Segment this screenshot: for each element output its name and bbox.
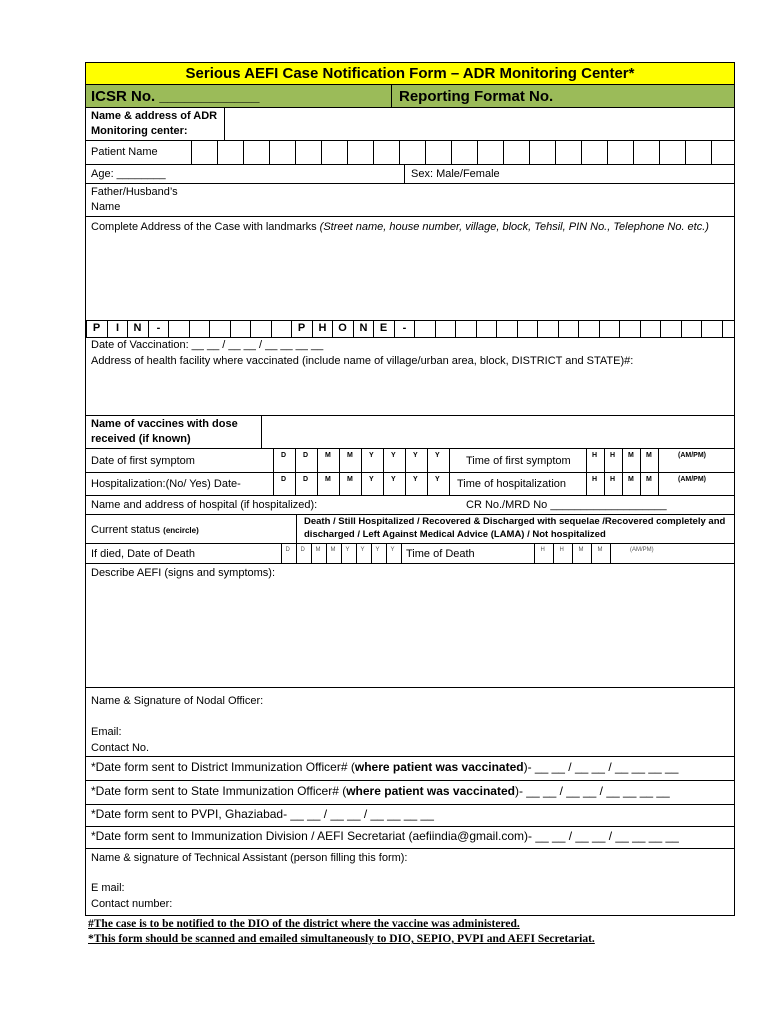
date-box: [405, 449, 406, 472]
format-code: M: [330, 547, 336, 553]
format-code: H: [592, 476, 598, 483]
phone-char: H: [318, 322, 327, 334]
date-box: [604, 449, 605, 472]
patient-name-box: [633, 141, 634, 164]
nodal-officer-label: Name & Signature of Nodal Officer:: [91, 695, 264, 707]
format-code: H: [610, 452, 616, 459]
date-box: [317, 473, 318, 495]
patient-name-box: [347, 141, 348, 164]
dio-sent: *Date form sent to District Immunization Officer# (where patient was vaccinated)- __ __ / __ __ / __ __ __ __: [91, 760, 679, 774]
date-box: [622, 449, 623, 472]
nodal-email-label: Email:: [91, 726, 122, 738]
format-code: D: [300, 547, 305, 553]
pvpi-sent-row: [86, 805, 734, 827]
patient-name-box: [321, 141, 322, 164]
date-box: [534, 544, 535, 563]
pin-phone-box: [230, 321, 231, 337]
pin-char: -: [156, 322, 161, 334]
father-row: [86, 184, 734, 217]
aefi-form: [85, 62, 735, 916]
patient-name-box: [295, 141, 296, 164]
format-code: M: [646, 476, 652, 483]
ampm-code: (AM/PM): [678, 476, 706, 483]
ampm-code: (AM/PM): [678, 452, 706, 459]
father-label: Father/Husband’s Name: [91, 186, 178, 213]
address-row: [86, 217, 734, 321]
date-box: [622, 473, 623, 495]
pin-phone-box: [640, 321, 641, 337]
pin-phone-row: [86, 321, 734, 338]
date-box: [386, 544, 387, 563]
format-code: Y: [390, 547, 395, 553]
format-code: H: [610, 476, 616, 483]
patient-name-box: [217, 141, 218, 164]
ta-contact-label: Contact number:: [91, 898, 173, 910]
adr-center-label: Name & address of ADR Monitoring center:: [91, 110, 218, 137]
format-code: M: [578, 547, 584, 553]
division-sent: *Date form sent to Immunization Division / AEFI Secretariat (aefiindia@gmail.com)- __ __ / __ __ / __ __ __ __: [91, 829, 679, 843]
date-box: [591, 544, 592, 563]
format-code: Y: [435, 476, 440, 483]
pin-phone-box: [517, 321, 518, 337]
nodal-contact-label: Contact No.: [91, 742, 150, 754]
dio-sent-row: [86, 757, 734, 781]
date-box: [427, 473, 428, 495]
phone-char: E: [379, 322, 388, 334]
patient-name-box: [529, 141, 530, 164]
ta-email-label: E mail:: [91, 882, 125, 894]
date-box: [604, 473, 605, 495]
note-dio: #The case is to be notified to the DIO of the district where the vaccine was administered.: [88, 918, 520, 930]
date-box: [610, 544, 611, 563]
form-title: Serious AEFI Case Notification Form – ADR Monitoring Center*: [185, 65, 635, 82]
pin-phone-box: [271, 321, 272, 337]
describe-aefi: Describe AEFI (signs and symptoms):: [91, 567, 276, 579]
note-scan: *This form should be scanned and emailed simultaneously to DIO, SEPIO, PVPI and AEFI Secretariat.: [88, 933, 595, 945]
date-box: [586, 473, 587, 495]
format-code: Y: [391, 476, 396, 483]
patient-name-box: [659, 141, 660, 164]
date-box: [317, 449, 318, 472]
address-label: Complete Address of the Case with landmarks (Street name, house number, village, block, Tehsil, PIN No., Telephone No. etc.): [91, 221, 709, 233]
patient-name-box: [243, 141, 244, 164]
phone-char: -: [402, 322, 407, 334]
date-box: [295, 473, 296, 495]
pin-phone-box: [619, 321, 620, 337]
format-code: M: [347, 452, 353, 459]
patient-name-box: [269, 141, 270, 164]
format-code: Y: [391, 452, 396, 459]
date-box: [586, 449, 587, 472]
ampm-code: (AM/PM): [630, 547, 654, 553]
hospitalization-row: [86, 473, 734, 496]
patient-name-box: [711, 141, 712, 164]
date-box: [572, 544, 573, 563]
patient-name-box: [581, 141, 582, 164]
date-box: [361, 449, 362, 472]
patient-name-box: [373, 141, 374, 164]
pin-phone-box: [660, 321, 661, 337]
patient-name-box: [191, 141, 192, 164]
time-of-death: Time of Death: [406, 548, 475, 560]
date-box: [553, 544, 554, 563]
format-code: D: [303, 476, 309, 483]
patient-name-box: [607, 141, 608, 164]
date-box: [361, 473, 362, 495]
nodal-officer-row: [86, 688, 734, 757]
pin-phone-box: [476, 321, 477, 337]
technical-assistant-label: Name & signature of Technical Assistant (person filling this form):: [91, 852, 408, 864]
patient-name-label: Patient Name: [91, 146, 158, 158]
date-box: [295, 449, 296, 472]
date-box: [326, 544, 327, 563]
date-box: [401, 544, 402, 563]
format-code: M: [597, 547, 603, 553]
patient-name-row: [86, 141, 734, 165]
sio-sent: *Date form sent to State Immunization Officer# (where patient was vaccinated)- __ __ / __ __ / __ __ __ __: [91, 784, 670, 798]
date-box: [658, 449, 659, 472]
patient-name-box: [555, 141, 556, 164]
pin-phone-box: [537, 321, 538, 337]
date-box: [311, 544, 312, 563]
pin-char: N: [133, 322, 142, 334]
format-code: H: [592, 452, 598, 459]
date-box: [273, 449, 274, 472]
patient-name-box: [399, 141, 400, 164]
format-code: Y: [345, 547, 350, 553]
format-code: H: [540, 547, 545, 553]
pin-phone-box: [578, 321, 579, 337]
date-box: [281, 544, 282, 563]
date-box: [339, 449, 340, 472]
adr-center-row: [86, 108, 734, 141]
pin-char: I: [115, 322, 120, 334]
format-code: Y: [360, 547, 365, 553]
time-first-symptom: Time of first symptom: [466, 455, 571, 467]
pin-phone-box: [681, 321, 682, 337]
date-box: [371, 544, 372, 563]
date-box: [341, 544, 342, 563]
date-box: [427, 449, 428, 472]
pin-phone-box: [496, 321, 497, 337]
format-code: Y: [435, 452, 440, 459]
patient-name-box: [503, 141, 504, 164]
format-code: M: [646, 452, 652, 459]
pin-char: P: [92, 322, 101, 334]
hospitalization-label: Hospitalization:(No/ Yes) Date-: [91, 478, 241, 490]
vaccines-row: [86, 416, 734, 449]
sio-sent-row: [86, 781, 734, 805]
date-vaccination: Date of Vaccination: __ __ / __ __ / __ __ __ __: [91, 339, 324, 351]
format-code: M: [325, 476, 331, 483]
age-label: Age: ________: [91, 168, 166, 180]
format-code: M: [628, 452, 634, 459]
death-row: [86, 544, 734, 564]
date-box: [296, 544, 297, 563]
pvpi-sent: *Date form sent to PVPI, Ghaziabad- __ __ / __ __ / __ __ __ __: [91, 807, 434, 821]
patient-name-box: [685, 141, 686, 164]
phone-char: P: [297, 322, 306, 334]
format-code: D: [281, 452, 287, 459]
format-code: D: [285, 547, 290, 553]
format-code: Y: [413, 452, 418, 459]
division-sent-row: [86, 827, 734, 849]
title-row: [86, 63, 734, 85]
pin-phone-box: [599, 321, 600, 337]
if-died-label: If died, Date of Death: [91, 548, 195, 560]
time-hospitalization: Time of hospitalization: [457, 478, 567, 490]
date-box: [640, 473, 641, 495]
icsr-no: ICSR No. ____________: [91, 88, 260, 105]
format-code: D: [303, 452, 309, 459]
date-box: [405, 473, 406, 495]
date-box: [383, 473, 384, 495]
format-code: M: [325, 452, 331, 459]
pin-phone-box: [189, 321, 190, 337]
header-row: [86, 85, 734, 108]
status-options[interactable]: Death / Still Hospitalized / Recovered & Discharged with sequelae /Recovered completely and discharged / Left Against Medical Advice (LAMA) / Not hospitalized: [304, 516, 726, 540]
format-code: M: [315, 547, 321, 553]
date-box: [273, 473, 274, 495]
phone-char: N: [359, 322, 368, 334]
current-status-label: Current status (encircle): [91, 524, 199, 536]
format-code: M: [628, 476, 634, 483]
technical-assistant-block: [86, 849, 734, 915]
pin-phone-box: [455, 321, 456, 337]
first-symptom-row: [86, 449, 734, 473]
vaccination-row: [86, 338, 734, 416]
current-status-row: [86, 515, 734, 544]
health-facility: Address of health facility where vaccinated (include name of village/urban area, block, DISTRICT and STATE)#:: [91, 355, 634, 367]
patient-name-box: [425, 141, 426, 164]
hospital-name-label: Name and address of hospital (if hospitalized):: [91, 499, 318, 511]
patient-name-box: [477, 141, 478, 164]
format-code: D: [281, 476, 287, 483]
date-box: [658, 473, 659, 495]
date-first-symptom: Date of first symptom: [91, 455, 195, 467]
format-code: Y: [369, 476, 374, 483]
date-box: [339, 473, 340, 495]
reporting-format: Reporting Format No.: [399, 88, 554, 105]
patient-name-box: [451, 141, 452, 164]
format-code: Y: [369, 452, 374, 459]
pin-phone-box: [558, 321, 559, 337]
sex-label: Sex: Male/Female: [411, 168, 500, 180]
phone-char: O: [338, 322, 347, 334]
date-box: [640, 449, 641, 472]
pin-phone-box: [209, 321, 210, 337]
format-code: Y: [375, 547, 380, 553]
describe-row: [86, 564, 734, 688]
vaccines-label: Name of vaccines with dose received (if known): [91, 418, 238, 445]
hospital-name-row: [86, 496, 734, 515]
pin-phone-box: [701, 321, 702, 337]
format-code: Y: [413, 476, 418, 483]
pin-phone-box: [722, 321, 723, 337]
format-code: H: [559, 547, 564, 553]
format-code: M: [347, 476, 353, 483]
date-box: [356, 544, 357, 563]
pin-phone-box: [435, 321, 436, 337]
age-sex-row: [86, 165, 734, 184]
date-box: [383, 449, 384, 472]
pin-phone-box: [250, 321, 251, 337]
cr-no-label: CR No./MRD No ___________________: [466, 499, 667, 511]
